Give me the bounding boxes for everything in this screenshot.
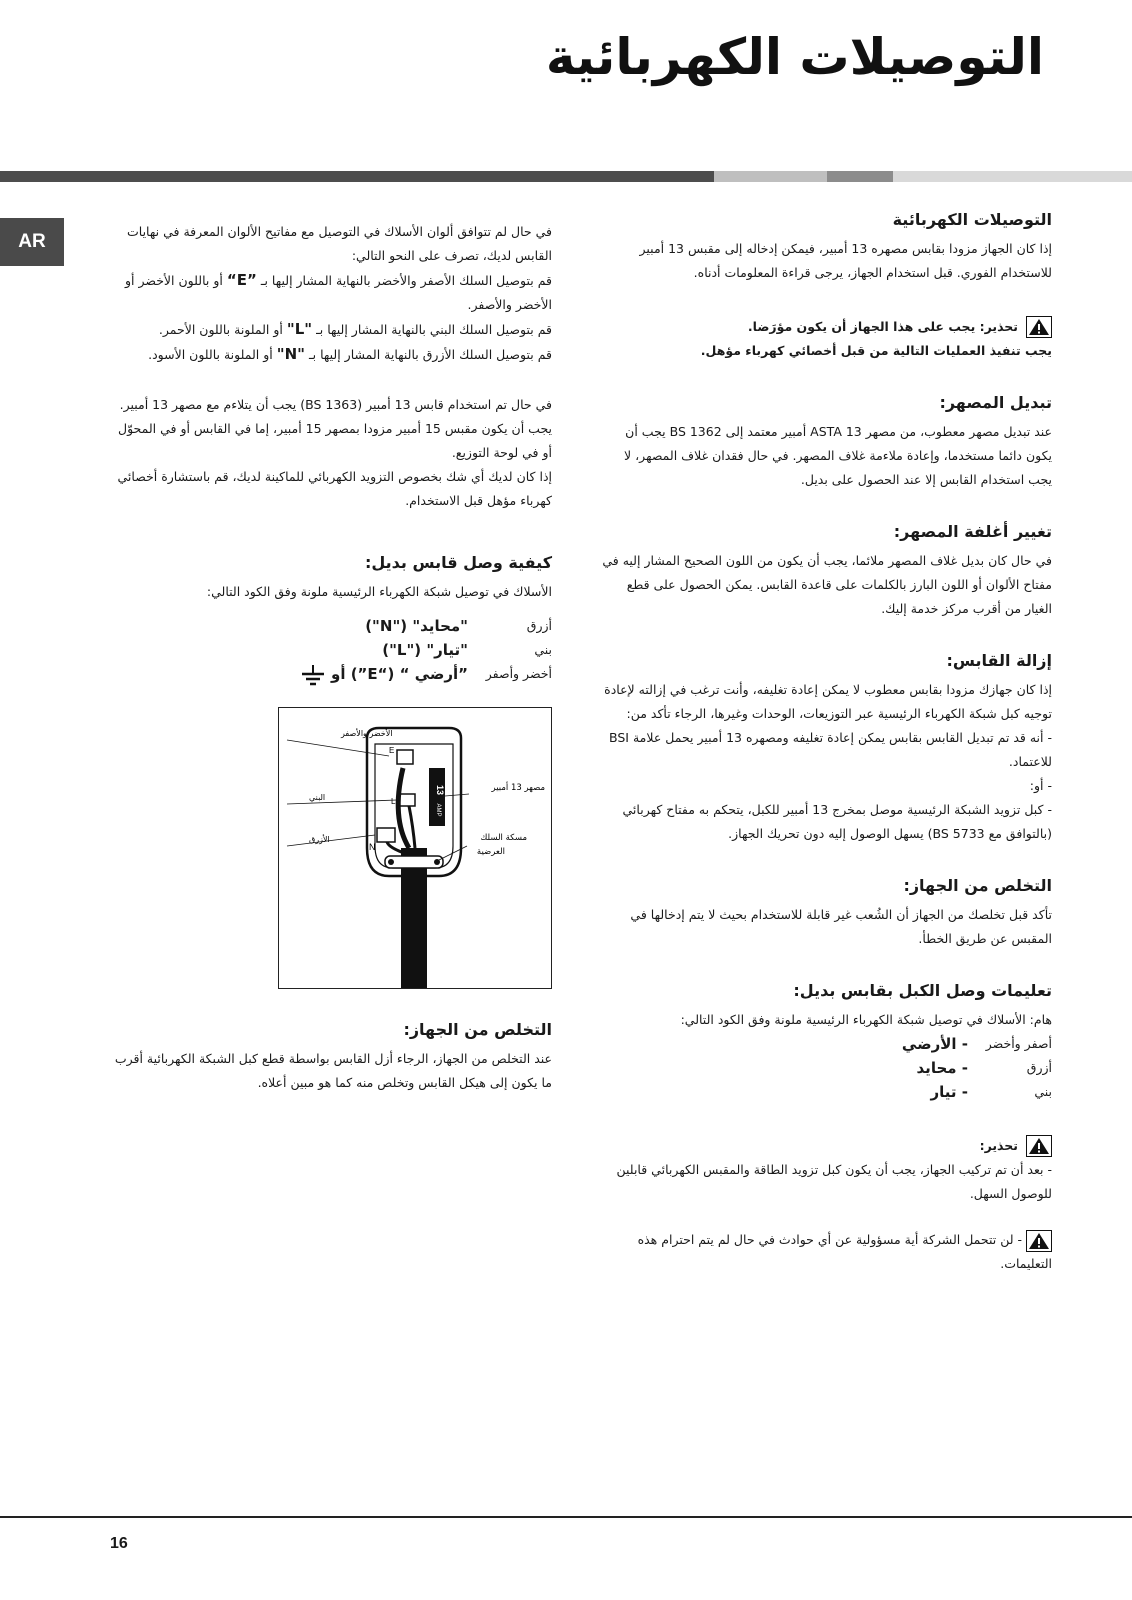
section-heading: تغيير أغلفة المصهر: bbox=[893, 522, 1052, 541]
header-bar-mid-segment bbox=[827, 171, 893, 182]
warning-triangle-icon bbox=[1026, 1135, 1052, 1157]
terminal-l bbox=[399, 794, 415, 806]
disposal-left-content bbox=[107, 1020, 552, 1095]
section-text: عند التخلص من الجهاز، الرجاء أزل القابس بواسطة قطع كبل الشبكة الكهربائية أقرب ما يكون إلى هيكل القابس وتخلص منه كما هو مبين أعلاه. bbox=[114, 1051, 552, 1090]
table-row bbox=[107, 638, 552, 662]
table-row bbox=[107, 614, 552, 638]
label-blue: الأزرق bbox=[309, 835, 330, 844]
wire-color: بني bbox=[1034, 1084, 1052, 1099]
instruction-text: قم بتوصيل السلك البني بالنهاية المشار إليها بـ bbox=[316, 322, 552, 337]
wire-terminal: "محايد" ("N") bbox=[365, 617, 468, 635]
wire-color: أصفر وأخضر bbox=[985, 1036, 1052, 1051]
section-heading: التخلص من الجهاز: bbox=[403, 1020, 552, 1039]
section-text: عند تبديل مصهر معطوب، من مصهر ASTA 13 أمبير معتمد إلى BS 1362 يجب أن يكون دائما مستخدما، وإعادة ملاءمة غلاف المصهر. في حال فقدان غلاف المصهر، لا يجب استخدام القابس إلا عند الحصول على بديل. bbox=[624, 424, 1052, 487]
list-item: - كبل تزويد الشبكة الرئيسية موصل بمخرج 13 أمبير للكبل، يتحكم به مفتاح كهربائي (بالتوافق مع BS 5733) يسهل الوصول إليه دون تحريك الجهاز. bbox=[622, 802, 1052, 841]
liability-warning-text bbox=[602, 1228, 1052, 1276]
wire-color-table bbox=[602, 1032, 1052, 1104]
earth-warning bbox=[602, 315, 1052, 363]
fuse bbox=[429, 768, 445, 826]
table-row bbox=[107, 662, 552, 686]
section-fuse-cover bbox=[602, 522, 1052, 621]
section-disposal-right bbox=[602, 876, 1052, 951]
wire-color-table bbox=[107, 614, 552, 686]
section-disposal-left bbox=[107, 1020, 552, 1125]
section-heading: إزالة القابس: bbox=[946, 651, 1052, 670]
footer-divider bbox=[0, 1516, 1132, 1518]
label-cord-grip-2: العرضية bbox=[476, 847, 505, 857]
terminal-n bbox=[377, 828, 395, 842]
wire-terminal: - محايد bbox=[916, 1059, 968, 1077]
instruction-text: أو الملونة باللون الأسود. bbox=[148, 347, 273, 362]
page-title: التوصيلات الكهربائية bbox=[545, 28, 1044, 86]
install-warning bbox=[602, 1134, 1052, 1206]
section-text: يجب أن يكون مقبس 15 أمبير مزودا بمصهر 15 أمبير، إما في القابس أو في المحوّل أو في لوحة التوزيع. bbox=[117, 421, 552, 460]
table-row bbox=[602, 1080, 1052, 1104]
earth-warning-text: تحذير: يجب على هذا الجهاز أن يكون مؤرَضا. bbox=[747, 319, 1018, 334]
section-cable-instructions bbox=[602, 981, 1052, 1104]
section-text: إذا كان لديك أي شك بخصوص التزويد الكهربائي للماكينة لديك، قم باستشارة أخصائي كهرباء مؤهل قبل الاستخدام. bbox=[117, 469, 552, 508]
label-brown: البني bbox=[309, 793, 326, 802]
liability-warning bbox=[602, 1228, 1052, 1276]
header-bar-light-segment bbox=[714, 171, 827, 182]
section-color-mismatch bbox=[107, 220, 552, 367]
liability-text: - لن تتحمل الشركة أية مسؤولية عن أي حوادث في حال لم يتم احترام هذه التعليمات. bbox=[637, 1232, 1052, 1271]
wire-earth bbox=[398, 768, 409, 848]
fuse-marking-amp: AMP bbox=[435, 803, 441, 817]
wire-terminal: - تيار bbox=[930, 1083, 968, 1101]
left-column bbox=[107, 220, 552, 716]
instruction-l bbox=[107, 317, 552, 342]
header-bar-dark-segment bbox=[0, 171, 714, 182]
header-bar-pale-segment bbox=[893, 171, 1132, 182]
header-color-bar bbox=[0, 171, 1132, 182]
plug-diagram-svg bbox=[279, 708, 551, 988]
table-row bbox=[602, 1032, 1052, 1056]
install-warning-heading bbox=[602, 1134, 1052, 1158]
terminal-e-text: E bbox=[389, 746, 395, 755]
label-fuse: مصهر 13 أمبير bbox=[491, 783, 545, 793]
fuse-marking-number: 13 bbox=[435, 784, 445, 796]
section-electrical-connections bbox=[602, 210, 1052, 285]
instruction-e bbox=[107, 268, 552, 317]
right-column bbox=[602, 210, 1052, 1306]
section-plug-removal bbox=[602, 651, 1052, 846]
install-warning-text: - بعد أن تم تركيب الجهاز، يجب أن يكون كبل تزويد الطاقة والمقبس الكهربائي قابلين للوصول السهل. bbox=[616, 1162, 1052, 1201]
wire-live bbox=[409, 806, 415, 848]
language-tab: AR bbox=[0, 218, 64, 266]
earth-warning-line2: يجب تنفيذ العمليات التالية من قبل أخصائي كهرباء مؤهل. bbox=[700, 343, 1052, 358]
earth-symbol-icon bbox=[300, 664, 326, 686]
section-heading: تعليمات وصل الكبل بقابس بديل: bbox=[793, 981, 1052, 1000]
section-heading: التخلص من الجهاز: bbox=[903, 876, 1052, 895]
list-item: - أنه قد تم تبديل القابس بقابس يمكن إعادة تغليفه ومصهره 13 أمبير يحمل علامة BSI للاعتماد. bbox=[609, 730, 1052, 769]
label-green-yellow: الأخضر والأصفر bbox=[341, 729, 393, 738]
instruction-text: أو الملونة باللون الأحمر. bbox=[158, 322, 283, 337]
instruction-text: أو باللون الأخضر أو الأخضر والأصفر. bbox=[124, 273, 552, 312]
label-cord-grip-1: مسكة السلك bbox=[480, 833, 527, 843]
page-number: 16 bbox=[110, 1535, 128, 1552]
wire-color: أخضر وأصفر bbox=[485, 666, 552, 681]
wire-terminal bbox=[300, 662, 468, 686]
section-text: في حال تم استخدام قابس 13 أمبير (BS 1363) يجب أن يتلاءم مع مصهر 13 أمبير. bbox=[119, 397, 552, 412]
earth-warning-line1 bbox=[602, 315, 1052, 339]
section-text: الأسلاك في توصيل شبكة الكهرباء الرئيسية ملونة وفق الكود التالي: bbox=[206, 584, 552, 599]
terminal-l-text: L bbox=[391, 797, 396, 806]
section-heading: كيفية وصل قابس بديل: bbox=[364, 553, 552, 572]
section-fuse-replace bbox=[602, 393, 1052, 492]
wire-terminal-text: ”أرضي “ (“E”) أو bbox=[331, 665, 468, 683]
terminal-n-text: N bbox=[369, 842, 376, 852]
list-item: - أو: bbox=[1029, 778, 1052, 793]
section-text: إذا كان جهازك مزودا بقابس معطوب لا يمكن إعادة تغليفه، وأنت ترغب في إزالته لإعادة توجيه كبل شبكة الكهرباء الرئيسية عبر التوزيعات، الوحدات وغيرها، الرجاء تأكد من: bbox=[604, 682, 1052, 721]
section-heading: تبديل المصهر: bbox=[939, 393, 1052, 412]
section-text: في حال كان بديل غلاف المصهر ملائما، يجب أن يكون من اللون الصحيح المشار إليه في مفتاح الألوان أو اللون البارز بالكلمات على قاعدة القابس. يمكن الحصول على قطع الغيار من أقرب مركز خدمة إليك. bbox=[602, 553, 1052, 616]
section-text: إذا كان الجهاز مزودا بقابس مصهره 13 أمبير، فيمكن إدخاله إلى مقبس 13 أمبير للاستخدام الفوري. قبل استخدام الجهاز، يرجى قراءة المعلومات أدناه. bbox=[639, 241, 1052, 280]
install-warning-label: تحذير: bbox=[979, 1138, 1018, 1153]
section-replacement-plug bbox=[107, 553, 552, 686]
section-bs1363 bbox=[107, 393, 552, 513]
table-row bbox=[602, 1056, 1052, 1080]
wire-color: أزرق bbox=[1026, 1060, 1052, 1075]
wire-color: أزرق bbox=[526, 618, 552, 633]
section-text: تأكد قبل تخلصك من الجهاز أن الشُعب غير قابلة للاستخدام بحيث لا يتم إدخالها في المقبس عن طريق الخطأ. bbox=[630, 907, 1052, 946]
warning-triangle-icon bbox=[1026, 316, 1052, 338]
cable bbox=[401, 848, 427, 988]
section-text: هام: الأسلاك في توصيل شبكة الكهرباء الرئيسية ملونة وفق الكود التالي: bbox=[680, 1012, 1052, 1027]
wire-terminal: "تيار" ("L") bbox=[382, 641, 468, 659]
terminal-l-label: "L" bbox=[286, 320, 313, 338]
terminal-e-label: ”E“ bbox=[226, 271, 257, 289]
plug-wiring-diagram bbox=[278, 707, 552, 989]
warning-triangle-icon bbox=[1026, 1230, 1052, 1252]
instruction-text: قم بتوصيل السلك الأزرق بالنهاية المشار إليها بـ bbox=[308, 347, 552, 362]
terminal-n-label: "N" bbox=[276, 345, 305, 363]
section-heading: التوصيلات الكهربائية bbox=[892, 210, 1052, 229]
section-text: في حال لم تتوافق ألوان الأسلاك في التوصيل مع مفاتيح الألوان المعرفة في نهايات القابس لديك، تصرف على النحو التالي: bbox=[127, 224, 552, 263]
terminal-e bbox=[397, 750, 413, 764]
instruction-text: قم بتوصيل السلك الأصفر والأخضر بالنهاية المشار إليها بـ bbox=[260, 273, 552, 288]
wire-terminal: - الأرضي bbox=[901, 1035, 968, 1053]
wire-color: بني bbox=[534, 642, 552, 657]
instruction-n bbox=[107, 342, 552, 367]
